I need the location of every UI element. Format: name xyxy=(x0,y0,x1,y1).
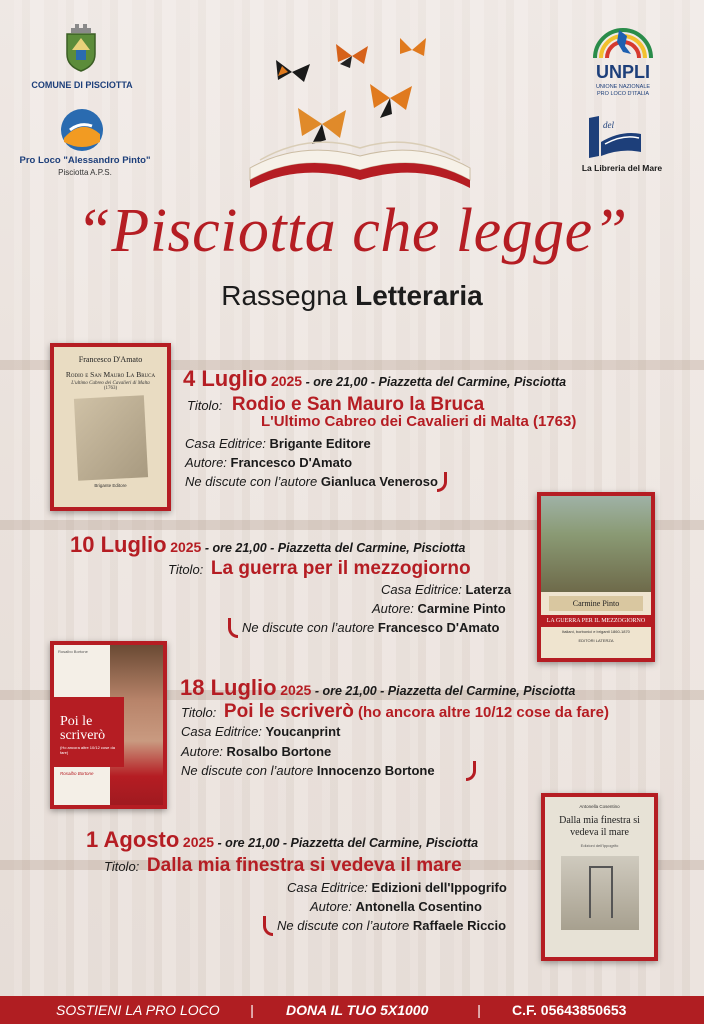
comune-crest-icon xyxy=(62,24,100,72)
event-1-header xyxy=(183,366,566,392)
footer-separator: | xyxy=(477,1002,481,1018)
proloco-logo-icon xyxy=(60,108,104,152)
event-publisher: Youcanprint xyxy=(265,724,341,739)
event-book-title: Poi le scriverò xyxy=(223,701,354,722)
event-1-discussant-row xyxy=(185,474,438,489)
unpli-name: UNPLI xyxy=(596,62,650,82)
cover-title: Dalla mia finestra si vedeva il mare xyxy=(559,815,640,838)
libreria-logo-icon xyxy=(585,112,657,160)
event-discussant: Gianluca Veneroso xyxy=(320,474,438,489)
event-author: Francesco D'Amato xyxy=(230,455,353,470)
cover-publisher: EDITORI LATERZA xyxy=(578,638,614,643)
event-4-publisher-row xyxy=(287,880,507,895)
open-book-butterflies-illustration xyxy=(240,28,480,196)
unpli-sub2: PRO LOCO D'ITALIA xyxy=(597,91,649,97)
cover-title: Rodio e San Mauro La Bruca xyxy=(65,370,156,379)
event-book-subtitle: L'Ultimo Cabreo dei Cavalieri di Malta (1763) xyxy=(261,413,577,430)
event-date: 1 Agosto xyxy=(86,827,180,852)
event-book-extra: (ho ancora altre 10/12 cose da fare) xyxy=(353,704,609,721)
event-info: - ore 21,00 - Piazzetta del Carmine, Pisciotta xyxy=(311,684,576,698)
proloco-name: Pro Loco "Alessandro Pinto" xyxy=(19,155,151,166)
cover-author: Carmine Pinto xyxy=(549,596,643,611)
event-book-title: Dalla mia finestra si vedeva il mare xyxy=(146,855,462,876)
unpli-logo-icon xyxy=(591,24,655,60)
subtitle-bold: Letteraria xyxy=(355,280,483,311)
autore-label: Autore: xyxy=(181,744,223,759)
footer-middle: DONA IL TUO 5X1000 xyxy=(286,1002,429,1018)
event-year: 2025 xyxy=(280,682,312,698)
event-author: Rosalbo Bortone xyxy=(226,744,332,759)
cover-author-bottom: Rosalbo Bortone xyxy=(60,771,94,776)
event-year: 2025 xyxy=(170,539,202,555)
event-2-title-row xyxy=(168,558,471,580)
titolo-label: Titolo: xyxy=(187,398,223,413)
event-1-publisher-row xyxy=(185,436,371,451)
butterfly-icon xyxy=(298,108,346,144)
butterfly-icon xyxy=(276,60,310,82)
book-cover-4 xyxy=(541,793,658,961)
cover-subtitle: Italiani, borbonici e briganti 1860-1870 xyxy=(562,629,630,634)
footer-left: SOSTIENI LA PRO LOCO xyxy=(56,1002,220,1018)
casa-label: Casa Editrice: xyxy=(381,582,462,597)
proloco-sub: Pisciotta A.P.S. xyxy=(58,168,112,177)
event-2-publisher-row xyxy=(381,582,511,597)
event-author: Antonella Cosentino xyxy=(355,899,482,914)
cover-title: Poi le scriverò xyxy=(60,714,106,743)
event-discussant: Francesco D'Amato xyxy=(377,620,500,635)
event-3-header xyxy=(180,675,575,701)
casa-label: Casa Editrice: xyxy=(181,724,262,739)
casa-label: Casa Editrice: xyxy=(287,880,368,895)
discute-label: Ne discute con l’autore xyxy=(277,918,410,933)
event-1-subtitle-row xyxy=(261,413,576,430)
cover-author: Antonella Cosentino xyxy=(579,804,620,809)
book-cover-3 xyxy=(50,641,167,809)
cover-author-top: Rosalbo Bortone xyxy=(58,649,88,654)
event-info: - ore 21,00 - Piazzetta del Carmine, Pisciotta xyxy=(214,836,479,850)
event-1-author-row xyxy=(185,455,352,470)
titolo-label: Titolo: xyxy=(181,705,217,720)
event-3-publisher-row xyxy=(181,724,340,739)
event-2-author-row xyxy=(372,601,506,616)
discute-label: Ne discute con l’autore xyxy=(242,620,375,635)
event-4-header xyxy=(86,827,478,853)
unpli-sub1: UNIONE NAZIONALE xyxy=(595,84,651,90)
footer-bar xyxy=(0,996,704,1024)
cover-publisher: Brigante Editore xyxy=(94,483,127,488)
cover-subtitle: L'ultimo Cabreo dei Cavalieri di Malta xyxy=(71,381,150,386)
event-discussant: Raffaele Riccio xyxy=(412,918,507,933)
cover-year: (1763) xyxy=(103,386,118,391)
event-info: - ore 21,00 - Piazzetta del Carmine, Pisciotta xyxy=(302,375,567,389)
titolo-label: Titolo: xyxy=(168,562,204,577)
event-3-discussant-row xyxy=(181,763,435,778)
butterfly-icon xyxy=(370,84,412,118)
event-2-discussant-row xyxy=(242,620,499,635)
cover-title: LA GUERRA PER IL MEZZOGIORNO xyxy=(541,615,651,627)
event-author: Carmine Pinto xyxy=(417,601,506,616)
event-date: 18 Luglio xyxy=(180,675,277,700)
svg-text:del: del xyxy=(603,120,614,130)
event-4-title-row xyxy=(104,855,462,877)
event-year: 2025 xyxy=(270,373,303,389)
footer-right: C.F. 05643850653 xyxy=(512,1002,627,1018)
discute-label: Ne discute con l’autore xyxy=(185,474,318,489)
comune-label: COMUNE DI PISCIOTTA xyxy=(31,80,133,90)
cover-painting-image xyxy=(541,496,651,592)
cover-manuscript-image xyxy=(73,395,147,481)
event-publisher: Brigante Editore xyxy=(269,436,371,451)
event-year: 2025 xyxy=(182,834,215,850)
discute-label: Ne discute con l’autore xyxy=(181,763,314,778)
libreria-label: La Libreria del Mare xyxy=(581,163,663,173)
titolo-label: Titolo: xyxy=(104,859,140,874)
event-date: 10 Luglio xyxy=(70,532,167,557)
event-4-author-row xyxy=(310,899,482,914)
butterfly-icon xyxy=(400,38,426,56)
event-book-title: Rodio e San Mauro la Bruca xyxy=(231,394,485,415)
book-cover-2 xyxy=(537,492,655,662)
event-2-header xyxy=(70,532,465,558)
page-subtitle xyxy=(0,280,704,312)
cover-publisher: Edizioni dell'Ippogrifo xyxy=(580,843,619,848)
event-discussant: Innocenzo Bortone xyxy=(316,763,435,778)
event-info: - ore 21,00 - Piazzetta del Carmine, Pisciotta xyxy=(201,541,466,555)
event-3-author-row xyxy=(181,744,331,759)
book-cover-1 xyxy=(50,343,171,511)
cover-window-image xyxy=(561,856,639,930)
page-title: “Pisciotta che legge” xyxy=(76,197,628,265)
event-publisher: Laterza xyxy=(465,582,512,597)
butterfly-icon xyxy=(336,44,368,68)
cover-subtitle: (Ho ancora altre 10/12 cose da fare) xyxy=(60,745,115,755)
cover-author: Francesco D'Amato xyxy=(78,355,143,364)
autore-label: Autore: xyxy=(372,601,414,616)
casa-label: Casa Editrice: xyxy=(185,436,266,451)
autore-label: Autore: xyxy=(185,455,227,470)
event-3-title-row xyxy=(181,701,609,723)
autore-label: Autore: xyxy=(310,899,352,914)
event-4-discussant-row xyxy=(277,918,506,933)
event-publisher: Edizioni dell'Ippogrifo xyxy=(371,880,507,895)
subtitle-regular: Rassegna xyxy=(221,280,356,311)
event-date: 4 Luglio xyxy=(183,366,268,391)
footer-separator: | xyxy=(250,1002,254,1018)
event-book-title: La guerra per il mezzogiorno xyxy=(210,558,471,579)
